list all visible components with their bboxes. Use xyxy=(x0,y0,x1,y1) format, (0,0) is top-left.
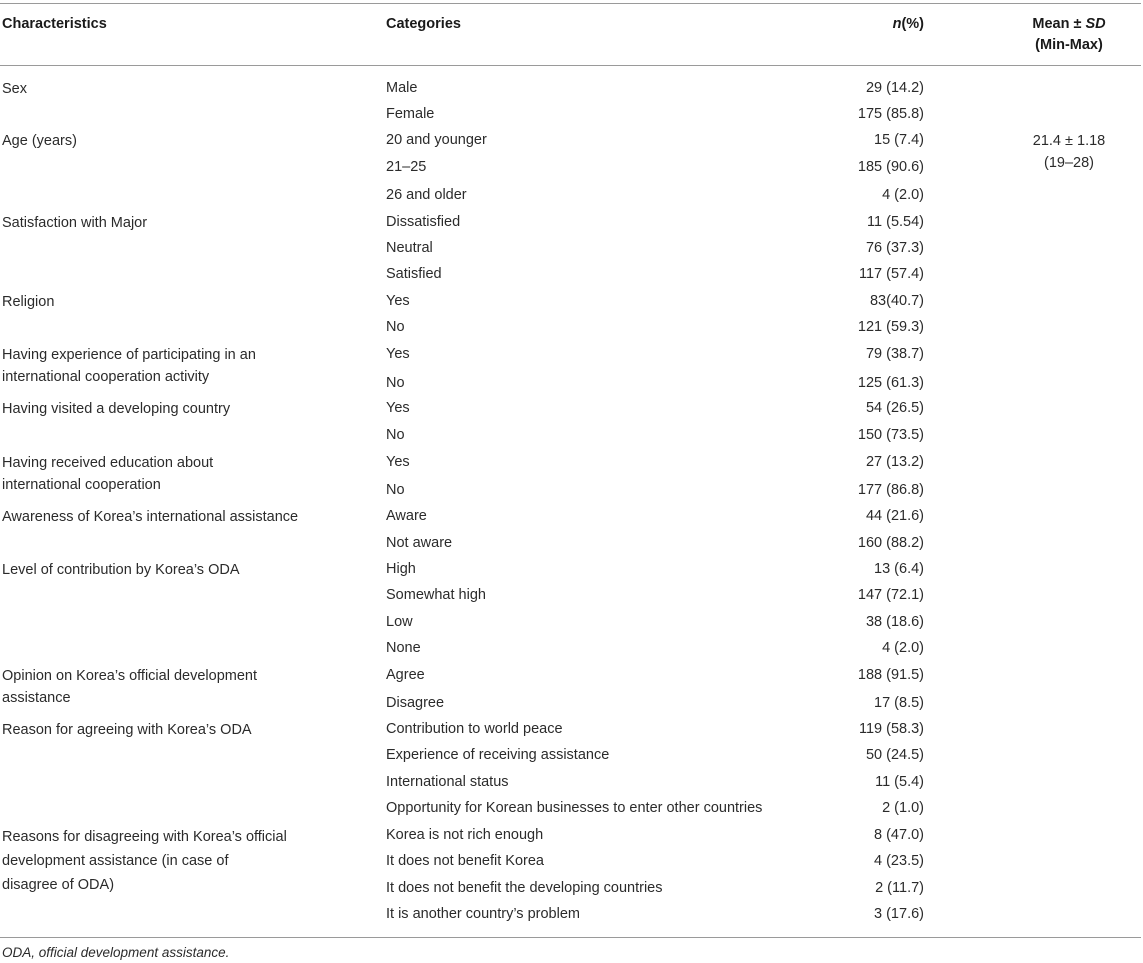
n-percent-cell: 13 (6.4) xyxy=(874,561,924,577)
category-cell: No xyxy=(386,482,405,498)
characteristic-label: Having experience of participating in an international cooperation activity xyxy=(2,347,256,385)
characteristic-label: Having visited a developing country xyxy=(2,401,231,417)
header-n-symbol: n xyxy=(892,16,902,32)
header-characteristics: Characteristics xyxy=(2,16,107,32)
header-categories: Categories xyxy=(386,16,461,32)
category-cell: Dissatisfied xyxy=(386,214,461,230)
n-percent-cell: 3 (17.6) xyxy=(874,906,924,922)
characteristic-label: Opinion on Korea’s official development assistance xyxy=(2,668,257,706)
category-cell: Male xyxy=(386,80,418,96)
n-percent-cell: 2 (1.0) xyxy=(882,800,924,816)
category-cell: Female xyxy=(386,106,435,122)
n-percent-cell: 4 (2.0) xyxy=(882,640,924,656)
category-cell: Aware xyxy=(386,508,427,524)
category-cell: Yes xyxy=(386,454,410,470)
header-minmax: (Min-Max) xyxy=(1035,37,1103,53)
header-percent-symbol: (%) xyxy=(901,16,924,32)
n-percent-cell: 50 (24.5) xyxy=(865,747,924,763)
category-cell: Agree xyxy=(386,667,425,683)
n-percent-cell: 11 (5.54) xyxy=(867,214,924,230)
category-cell: High xyxy=(386,561,416,577)
category-cell: It does not benefit the developing countries xyxy=(386,880,663,896)
characteristic-label: Sex xyxy=(2,81,27,97)
n-percent-cell: 27 (13.2) xyxy=(865,454,924,470)
mean-sd-text: 21.4 ± 1.18 xyxy=(1032,133,1106,149)
n-percent-cell: 175 (85.8) xyxy=(857,106,924,122)
header-mean-line1 xyxy=(1010,14,1128,35)
table-footnote: ODA, official development assistance. xyxy=(2,945,230,960)
category-cell: Experience of receiving assistance xyxy=(386,747,610,763)
header-mean-text: Mean ± xyxy=(1032,16,1086,32)
n-percent-cell: 15 (7.4) xyxy=(874,132,924,148)
category-cell: None xyxy=(386,640,421,656)
n-percent-cell: 121 (59.3) xyxy=(857,319,924,335)
characteristic-label: Satisfaction with Major xyxy=(2,215,148,231)
n-percent-cell: 76 (37.3) xyxy=(865,240,924,256)
category-cell: Opportunity for Korean businesses to enter other countries xyxy=(386,800,763,816)
n-percent-cell: 8 (47.0) xyxy=(874,827,924,843)
n-percent-cell: 4 (23.5) xyxy=(874,853,924,869)
category-cell: No xyxy=(386,319,405,335)
category-cell: Korea is not rich enough xyxy=(386,827,544,843)
mean-sd-value xyxy=(1010,130,1128,174)
category-cell: No xyxy=(386,427,405,443)
category-cell: 26 and older xyxy=(386,187,467,203)
category-cell: Neutral xyxy=(386,240,433,256)
characteristic-label: Having received education about international cooperation xyxy=(2,455,214,493)
header-sd-text: SD xyxy=(1085,16,1106,32)
header-n-percent xyxy=(850,14,924,35)
category-cell: International status xyxy=(386,774,509,790)
n-percent-cell: 4 (2.0) xyxy=(882,187,924,203)
n-percent-cell: 188 (91.5) xyxy=(857,667,924,683)
category-cell: Yes xyxy=(386,293,410,309)
n-percent-cell: 38 (18.6) xyxy=(865,614,924,630)
category-cell: Yes xyxy=(386,400,410,416)
category-cell: It is another country’s problem xyxy=(386,906,580,922)
category-cell: Contribution to world peace xyxy=(386,721,563,737)
min-max-range: (19–28) xyxy=(1044,155,1094,171)
n-percent-cell: 2 (11.7) xyxy=(875,880,924,896)
n-percent-cell: 44 (21.6) xyxy=(865,508,924,524)
characteristic-label: Level of contribution by Korea’s ODA xyxy=(2,562,240,578)
category-cell: 21–25 xyxy=(386,159,427,175)
n-percent-cell: 185 (90.6) xyxy=(857,159,924,175)
n-percent-cell: 83(40.7) xyxy=(869,293,924,309)
characteristic-label: Religion xyxy=(2,294,55,310)
table-top-rule xyxy=(0,3,1141,4)
table-bottom-rule xyxy=(0,937,1141,938)
n-percent-cell: 125 (61.3) xyxy=(857,375,924,391)
category-cell: 20 and younger xyxy=(386,132,487,148)
n-percent-cell: 17 (8.5) xyxy=(874,695,924,711)
n-percent-cell: 147 (72.1) xyxy=(857,587,924,603)
n-percent-cell: 160 (88.2) xyxy=(857,535,924,551)
category-cell: Low xyxy=(386,614,413,630)
n-percent-cell: 11 (5.4) xyxy=(875,774,924,790)
category-cell: No xyxy=(386,375,405,391)
characteristic-label: Awareness of Korea’s international assistance xyxy=(2,509,299,525)
category-cell: Yes xyxy=(386,346,410,362)
n-percent-cell: 29 (14.2) xyxy=(865,80,924,96)
category-cell: It does not benefit Korea xyxy=(386,853,544,869)
characteristic-label: Age (years) xyxy=(2,133,77,149)
category-cell: Disagree xyxy=(386,695,445,711)
n-percent-cell: 117 (57.4) xyxy=(858,266,924,282)
n-percent-cell: 150 (73.5) xyxy=(857,427,924,443)
header-bottom-rule xyxy=(0,65,1141,66)
characteristic-label: Reason for agreeing with Korea’s ODA xyxy=(2,722,252,738)
n-percent-cell: 54 (26.5) xyxy=(865,400,924,416)
n-percent-cell: 177 (86.8) xyxy=(857,482,924,498)
category-cell: Somewhat high xyxy=(386,587,486,603)
n-percent-cell: 79 (38.7) xyxy=(865,346,924,362)
n-percent-cell: 119 (58.3) xyxy=(858,721,924,737)
characteristic-label: Reasons for disagreeing with Korea’s official development assistance (in case of disagree of ODA) xyxy=(2,829,287,893)
category-cell: Not aware xyxy=(386,535,453,551)
category-cell: Satisfied xyxy=(386,266,442,282)
header-mean-sd xyxy=(1010,14,1128,56)
